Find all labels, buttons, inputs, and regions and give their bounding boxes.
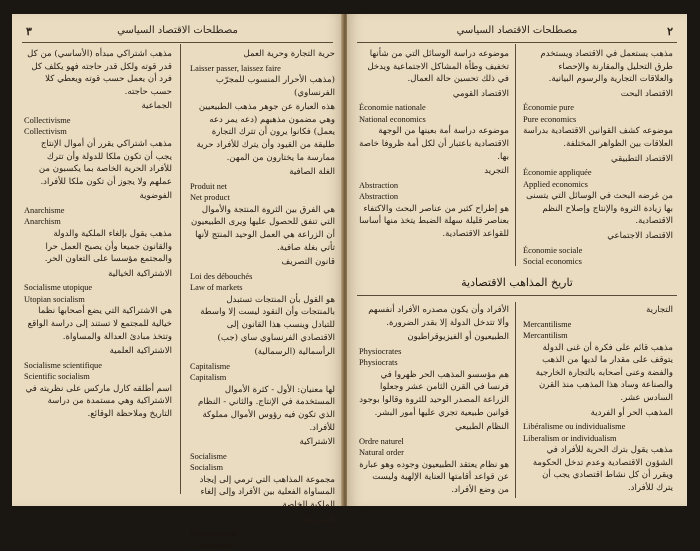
arabic-text: موضوعه دراسة أمة بعينها من الوجهة الاقتصادية باعتبار أن لكل أمة ظروفا خاصة بها.: [359, 126, 509, 162]
arabic-text: التجريد: [484, 166, 509, 177]
latin-term: Pure economics: [523, 114, 577, 124]
arabic-text: الاقتصاد الاجتماعي: [607, 230, 673, 241]
arabic-text: الاقتصاد التطبيقي: [611, 153, 673, 164]
latin-term: Net product: [190, 193, 230, 203]
arabic-text: قانون التصريف: [281, 257, 335, 268]
section-rule: [357, 295, 677, 296]
latin-term: Économie appliquée: [523, 168, 592, 178]
arabic-text: الاشتراكية العلمية: [109, 346, 172, 357]
latin-term: Anarchism: [24, 217, 61, 227]
right-page-bottom-left-column: [359, 304, 509, 499]
latin-term: Économie nationale: [359, 103, 426, 113]
arabic-text: النظام الطبيعي: [455, 422, 509, 433]
arabic-text: هي الاشتراكية التي يضع أصحابها نظما خيالية للمجتمع لا تستند إلى دراسة الواقع وتتخذ مبادئ العدالة والمساواة.: [27, 306, 172, 342]
latin-term: Économie pure: [523, 103, 574, 113]
latin-term: Collectivism: [24, 127, 67, 137]
arabic-text: الاشتراكية الخيالية: [108, 268, 172, 279]
right-page-number: ٢: [667, 25, 673, 38]
latin-term: Social economics: [523, 257, 582, 267]
right-bottom-column-divider: [515, 302, 516, 498]
latin-term: Liberalism or individualism: [523, 433, 617, 443]
right-running-title: مصطلحات الاقتصاد السياسي: [456, 25, 578, 36]
arabic-text: موضوعه كشف القوانين الاقتصادية بدراسة العلاقات بين الظواهر المختلفة.: [523, 126, 673, 149]
left-running-title: مصطلحات الاقتصاد السياسي: [117, 25, 238, 36]
right-page-top-right-column: [523, 48, 673, 268]
arabic-text: مذهب يستعمل في الاقتصاد ويستخدم طرق التحليل والمقارنة والإحصاء والعلاقات التجارية والرسوم البيانية.: [540, 49, 673, 85]
latin-term: Collectivisme: [24, 115, 71, 125]
latin-term: Communism: [190, 540, 234, 550]
arabic-text: مجموعة المذاهب التي ترمي إلى إيجاد المساواة الفعلية بين الأفراد وإلى إلغاء الملكية الخاصة: [199, 474, 335, 510]
latin-term: Mercantilisme: [523, 319, 572, 329]
latin-term: Physiocrates: [359, 346, 402, 356]
right-page: [347, 14, 687, 506]
latin-term: Law of markets: [190, 283, 243, 293]
arabic-text: الغلة الصافية: [289, 167, 335, 178]
right-page-bottom-right-column: [523, 304, 673, 497]
arabic-text: مذهب اشتراكي يقرر أن أموال الإنتاج يجب أن تكون ملكا للدولة وأن تترك للأفراد الحرية الخاصة بما يكسبون من عملهم ولا يجوز أن تكون ملكا للأفراد.: [38, 138, 172, 187]
latin-term: Loi des débouchés: [190, 271, 253, 281]
arabic-text: هو نظام يعتقد الطبيعيون وجوده وهو عبارة عن قواعد أقامتها العناية الإلهية وليست من وضع الأفراد.: [359, 459, 509, 495]
latin-term: Physiocrats: [359, 358, 398, 368]
latin-term: Capitalism: [190, 373, 227, 383]
latin-term: Libéralisme ou individualisme: [523, 422, 626, 432]
latin-term: Natural order: [359, 448, 404, 458]
arabic-text: هم مؤسسو المذهب الحر ظهروا في فرنسا في القرن الثامن عشر وجعلوا الزراعة المصدر الوحيد للثروة وقالوا بوجود قوانين طبيعية تجري عليها أمور البشر.: [359, 369, 509, 418]
section-title: تاريخ المذاهب الاقتصادية: [461, 276, 573, 289]
latin-term: Socialism: [190, 463, 224, 473]
arabic-text: الفوضوية: [139, 191, 172, 202]
arabic-text: مذهب يقول بترك الحرية للأفراد في الشؤون الاقتصادية وعدم تدخل الحكومة ويقرر أن كل نشاط اقتصادي يجب أن يترك للأفراد.: [532, 445, 673, 493]
arabic-text: التجارية: [646, 305, 673, 315]
latin-term: National economics: [359, 114, 426, 124]
arabic-text: (مذهب الأحرار المنسوب للمجرّب الفرنساوي): [215, 75, 335, 98]
left-column-divider: [180, 44, 181, 494]
arabic-text: حرية التجارة وحرية العمل: [243, 49, 335, 59]
arabic-text: هو القول بأن المنتجات تستبدل بالمنتجات وأن النقود ليست إلا واسطة للتبادل وينسب هذا القانون إلى الاقتصادي الفرنساوي ساي (جب): [200, 294, 335, 343]
latin-term: Produit net: [190, 181, 227, 191]
arabic-text: الطبيعيون أو الفيزيوقراطيون: [407, 332, 509, 343]
latin-term: Abstraction: [359, 192, 399, 202]
arabic-text: الرأسمالية (الرسمالية): [254, 347, 335, 358]
arabic-text: هي الفرق بين الثروة المنتجة والأموال التي تنفق للحصول عليها ويرى الطبيعيون أن الزراعة هي العمل الوحيد المنتج لأنها تأتي بغلة صافية.: [191, 204, 335, 253]
latin-term: Socialisme utopique: [24, 283, 93, 293]
arabic-text: الاشتراكية: [299, 437, 335, 448]
arabic-text: الشيوعية: [302, 514, 335, 525]
right-top-column-divider: [515, 44, 516, 266]
arabic-text: الجماعية: [141, 101, 172, 112]
arabic-text: لها معنيان: الأول - كثرة الأموال المستخدمة في الإنتاج. والثاني - النظام الذي تكون فيه رؤوس الأموال مملوكة للأفراد.: [197, 384, 335, 433]
arabic-text: موضوعه دراسة الوسائل التي من شأنها تخفيف وطأة المشاكل الاجتماعية ويدخل في ذلك تحسين حالة العمال.: [367, 49, 509, 85]
arabic-text: مذهب قائم على فكرة أن غنى الدولة يتوقف على مقدار ما لديها من الذهب والفضة وعنى أصحابه بالتجارة الخارجية والصناعة وساد هذا المذهب منذ القرن السادس عشر.: [535, 342, 673, 403]
right-page-header: [357, 22, 677, 43]
latin-term: Capitalisme: [190, 361, 231, 371]
arabic-text: الاقتصاد القومي: [452, 88, 509, 99]
arabic-text: الأفراد وأن يكون مصدره الأفراد أنفسهم وألا تتدخل الدولة إلا بقدر الضرورة.: [368, 305, 509, 328]
latin-term: Économie sociale: [523, 245, 583, 255]
arabic-text: المذهب الحر أو الفردية: [590, 407, 673, 418]
latin-term: Utopian socialism: [24, 294, 85, 304]
latin-term: Socialisme scientifique: [24, 360, 102, 370]
arabic-text: مذهب يقول بإلغاء الملكية والدولة والقانون جميعا وأن يصبح العمل حرا والمجتمع مؤسسا على التعاون الحر.: [44, 228, 172, 265]
arabic-text: الاقتصاد البحت: [620, 88, 673, 99]
right-page-top-left-column: [359, 48, 509, 243]
left-page: [12, 14, 343, 550]
latin-term: Scientific socialism: [24, 372, 90, 382]
left-page-header: [22, 22, 333, 43]
arabic-text: هذه العبارة عن جوهر مذهب الطبيعيين وهي مضمون مذهبهم (دعه يمر دعه يعمل) فكانوا يرون أن تترك التجارة طليقة من القيود وأن يترك للأفراد حرية ممارسة ما يختارون من المهن.: [196, 102, 335, 163]
latin-term: Communisme: [190, 529, 237, 539]
arabic-text: مذهب اشتراكي مبدأه (الأساسي) من كل قدر قوته ولكل قدر حاجته فهو يكلف كل فرد أن يعمل حسب قوته ويعطي كلا حسب حاجته.: [27, 49, 172, 97]
latin-term: Laisser passer, laissez faire: [190, 63, 281, 73]
arabic-text: اسم أطلقه كارل ماركس على نظريته في الاشتراكية وهي مستمدة من دراسة التاريخ وملاحظة الوقائع.: [25, 383, 172, 419]
arabic-text: هو إطراح كثير من عناصر البحث والاكتفاء بعناصر قليلة سهلة الضبط يتخذ منها أساسا للقواعد الاقتصادية.: [359, 203, 509, 239]
latin-term: Ordre naturel: [359, 436, 404, 446]
arabic-text: من غرضه البحث في الوسائل التي يتسنى بها زيادة الثروة والإنتاج وإصلاح النظم الاقتصادية.: [526, 191, 673, 227]
latin-term: Anarchisme: [24, 205, 65, 215]
latin-term: Socialisme: [190, 451, 227, 461]
left-page-right-column: [190, 48, 335, 551]
latin-term: Abstraction: [359, 180, 399, 190]
left-page-number: ٣: [26, 25, 32, 38]
latin-term: Mercantilism: [523, 331, 568, 341]
latin-term: Applied economics: [523, 179, 588, 189]
left-page-left-column: [24, 48, 172, 422]
